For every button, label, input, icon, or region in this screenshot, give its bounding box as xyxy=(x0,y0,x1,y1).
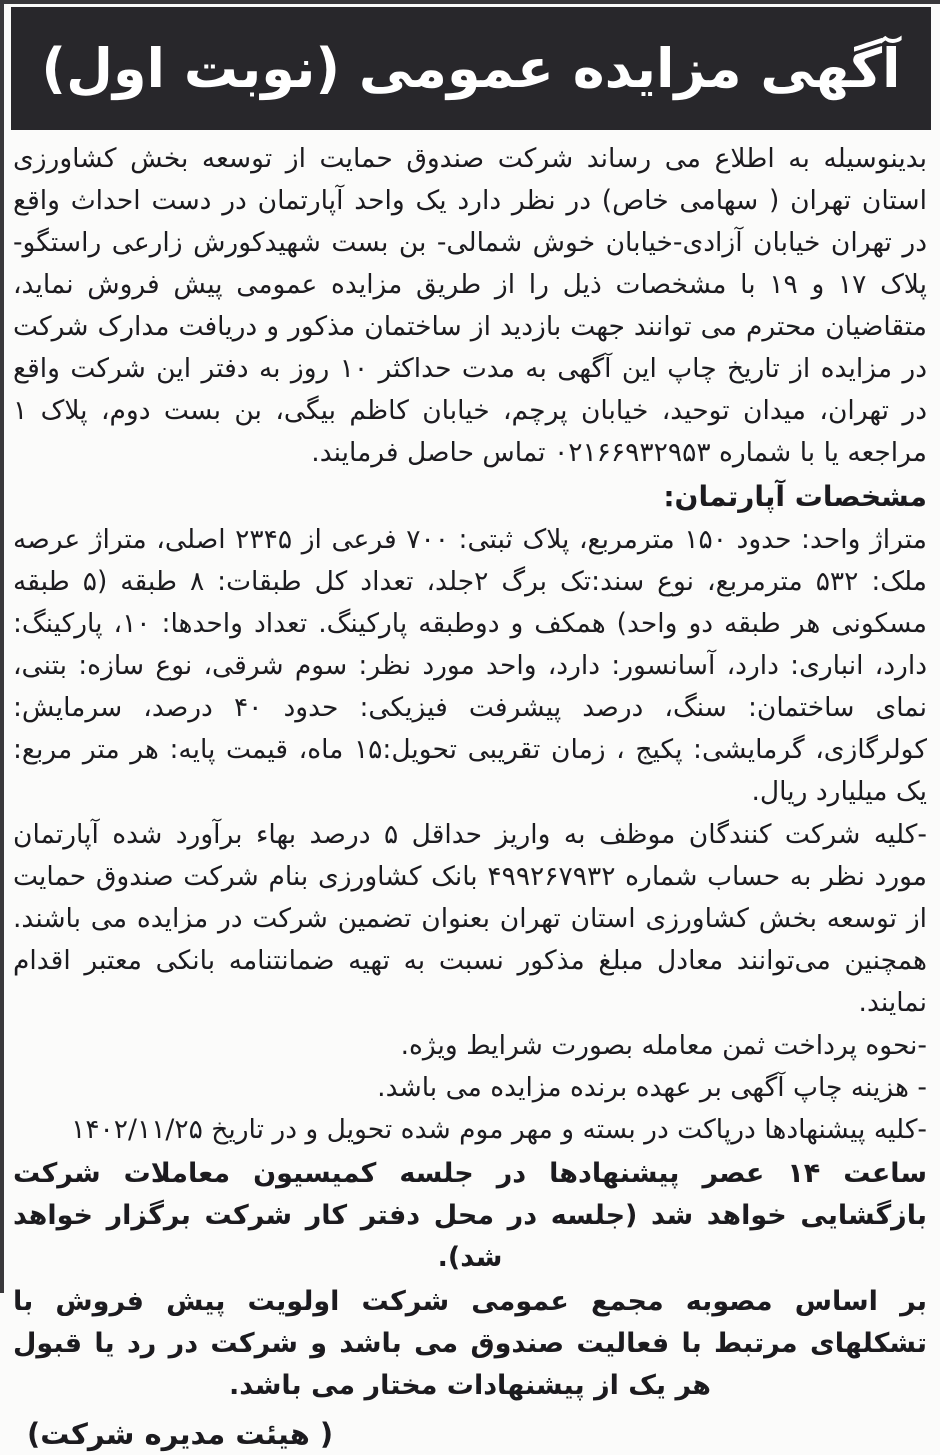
priority-paragraph: بر اساس مصوبه مجمع عمومی شرکت اولویت پیش فروش با تشکلهای مرتبط با فعالیت صندوق می باشد و شرکت در رد یا قبول هر یک از پیشنهادات مختار می باشد. xyxy=(13,1286,927,1401)
specs-paragraph: متراژ واحد: حدود ۱۵۰ مترمربع، پلاک ثبتی: ۷۰۰ فرعی از ۲۳۴۵ اصلی، متراژ عرصه ملک: ۵۳۲ مترمربع، نوع سند:تک برگ ۲جلد، تعداد کل طبقات: ۸ طبقه (۵ طبقه مسکونی هر طبقه دو واحد) همکف و دوطبقه پارکینگ. تعداد واحدها: ۱۰، پارکینگ: دارد، انباری: دارد، آسانسور: دارد، واحد مورد نظر: سوم شرقی، نوع سازه: بتنی، نمای ساختمان: سنگ، درصد پیشرفت فیزیکی: حدود ۴۰ درصد، سرمایش: کولرگازی، گرمایشی: پکیج ، زمان تقریبی تحویل:۱۵ ماه، قیمت پایه: هر متر مربع: یک میلیارد ریال. xyxy=(13,524,927,807)
board-signature: ( هیئت مدیره شرکت) xyxy=(27,1417,334,1451)
page-border-top xyxy=(0,0,940,4)
intro-paragraph: بدینوسیله به اطلاع می رساند شرکت صندوق حمایت از توسعه بخش کشاورزی استان تهران ( سهامی خاص) در نظر دارد یک واحد آپارتمان در دست احداث واقع در تهران خیابان آزادی-خیابان خوش شمالی- بن بست شهیدکورش زارعی راستگو-پلاک ۱۷ و ۱۹ با مشخصات ذیل را از طریق مزایده عمومی پیش فروش نماید، متقاضیان محترم می توانند جهت بازدید از ساختمان مذکور و دریافت مدارک شرکت در مزایده از تاریخ چاپ این آگهی به مدت حداکثر ۱۰ روز به دفتر این شرکت واقع در تهران، میدان توحید، خیابان پرچم، خیابان کاظم بیگی، بن بست دوم، پلاک ۱ مراجعه یا با شماره ۰۲۱۶۶۹۳۲۹۵۳ تماس حاصل فرمایند. xyxy=(13,143,927,468)
specs-section-heading: مشخصات آپارتمان: xyxy=(663,480,927,513)
ad-body xyxy=(13,138,927,1455)
note-ad-cost: - هزینه چاپ آگهی بر عهده برنده مزایده می باشد. xyxy=(377,1072,927,1103)
note-payment-terms: -نحوه پرداخت ثمن معامله بصورت شرایط ویژه. xyxy=(400,1030,927,1061)
ad-title: آگهی مزایده عمومی (نوبت اول) xyxy=(41,37,901,100)
note-submission-deadline: -کلیه پیشنهادها درپاکت در بسته و مهر موم شده تحویل و در تاریخ ۱۴۰۲/۱۱/۲۵ xyxy=(71,1114,927,1145)
opening-session-paragraph: ساعت ۱۴ عصر پیشنهادها در جلسه کمیسیون معاملات شرکت بازگشایی خواهد شد (جلسه در محل دفتر کار شرکت برگزار خواهد شد). xyxy=(13,1158,928,1273)
ad-title-banner xyxy=(11,7,931,130)
deposit-paragraph: -کلیه شرکت کنندگان موظف به واریز حداقل ۵ درصد بهاء برآورد شده آپارتمان مورد نظر به حساب شماره ۴۹۹۲۶۷۹۳۲ بانک کشاورزی بنام شرکت صندوق حمایت از توسعه بخش کشاورزی استان تهران بعنوان تضمین شرکت در مزایده می باشند. همچنین می‌توانند معادل مبلغ مذکور نسبت به تهیه ضمانتنامه بانکی معتبر اقدام نمایند. xyxy=(13,819,927,1018)
page-border-left xyxy=(0,0,4,1293)
